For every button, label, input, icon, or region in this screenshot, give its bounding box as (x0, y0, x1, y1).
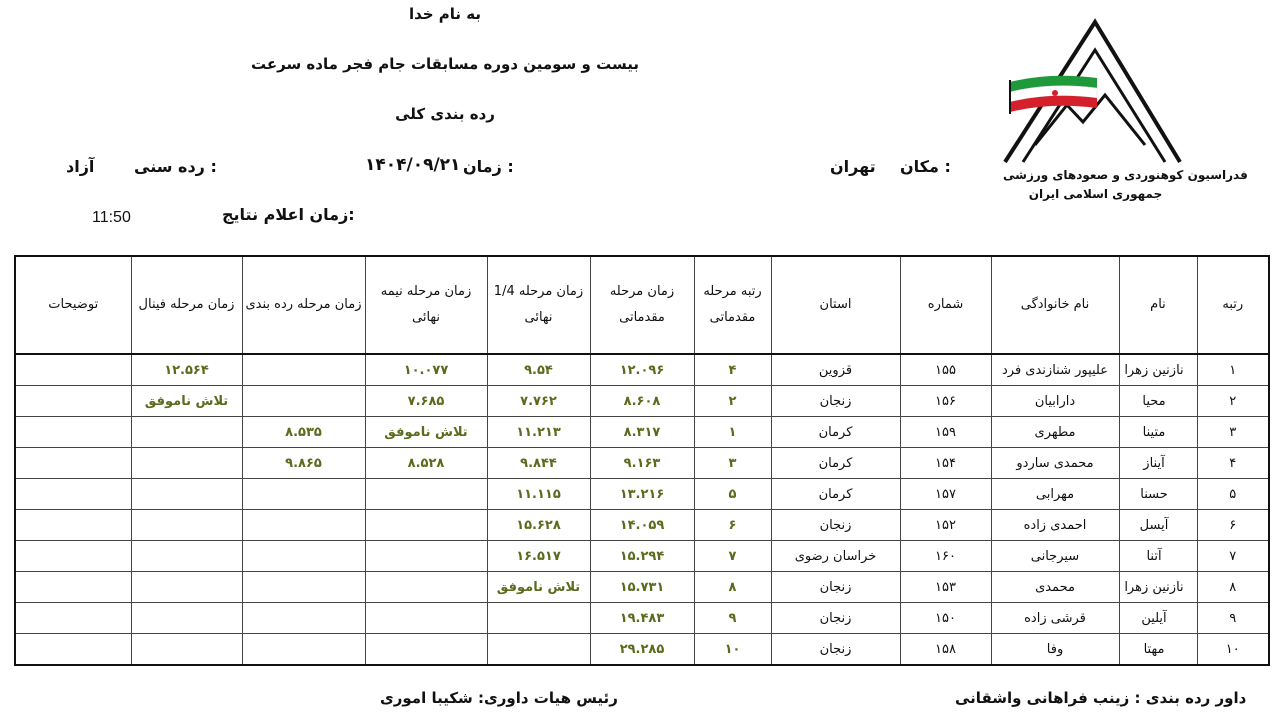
cell-province: زنجان (771, 634, 900, 666)
cell-first: مهتا (1119, 634, 1197, 666)
cell-province: زنجان (771, 510, 900, 541)
table-row (15, 541, 1269, 572)
cell-last: دارابیان (991, 386, 1119, 417)
cell-notes (15, 354, 131, 386)
cell-number: ۱۵۶ (900, 386, 991, 417)
cell-prelim-rank: ۱۰ (694, 634, 771, 666)
cell-rank: ۱۰ (1197, 634, 1269, 666)
cell-classification (242, 603, 365, 634)
cell-final (131, 603, 242, 634)
cell-first: نازنین زهرا (1119, 572, 1197, 603)
table-header-row (15, 256, 1269, 354)
date-label: زمان : (463, 157, 514, 176)
cell-prelim-time: ۱۵.۷۳۱ (590, 572, 694, 603)
logo-text-line1: فدراسیون کوهنوردی و صعودهای ورزشی (1003, 168, 1248, 182)
cell-province: خراسان رضوی (771, 541, 900, 572)
cell-prelim-rank: ۶ (694, 510, 771, 541)
col-header-number: شماره (900, 256, 991, 354)
cell-province: کرمان (771, 479, 900, 510)
col-header-first-name: نام (1119, 256, 1197, 354)
cell-province: کرمان (771, 417, 900, 448)
cell-final (131, 479, 242, 510)
cell-last: محمدی (991, 572, 1119, 603)
cell-last: قرشی زاده (991, 603, 1119, 634)
cell-quarter: ۱۱.۱۱۵ (487, 479, 590, 510)
table-row (15, 603, 1269, 634)
cell-rank: ۴ (1197, 448, 1269, 479)
cell-quarter: ۱۵.۶۲۸ (487, 510, 590, 541)
cell-quarter: تلاش ناموفق (487, 572, 590, 603)
cell-quarter (487, 603, 590, 634)
cell-prelim-rank: ۱ (694, 417, 771, 448)
cell-semi (365, 603, 487, 634)
col-header-rank: رتبه (1197, 256, 1269, 354)
table-row (15, 510, 1269, 541)
cell-first: آیناز (1119, 448, 1197, 479)
cell-semi: تلاش ناموفق (365, 417, 487, 448)
cell-last: مهرابی (991, 479, 1119, 510)
cell-prelim-rank: ۵ (694, 479, 771, 510)
results-time-label: زمان اعلام نتایج: (222, 205, 355, 224)
cell-final (131, 510, 242, 541)
cell-prelim-time: ۹.۱۶۳ (590, 448, 694, 479)
cell-semi (365, 479, 487, 510)
cell-quarter: ۷.۷۶۲ (487, 386, 590, 417)
cell-quarter (487, 634, 590, 666)
cell-semi: ۷.۶۸۵ (365, 386, 487, 417)
results-table (14, 255, 1270, 666)
cell-first: آتنا (1119, 541, 1197, 572)
results-time-value: 11:50 (92, 209, 131, 226)
cell-last: سیرجانی (991, 541, 1119, 572)
cell-final (131, 448, 242, 479)
cell-number: ۱۵۳ (900, 572, 991, 603)
cell-classification (242, 572, 365, 603)
cell-prelim-time: ۱۵.۲۹۴ (590, 541, 694, 572)
cell-semi (365, 572, 487, 603)
cell-rank: ۹ (1197, 603, 1269, 634)
cell-prelim-time: ۲۹.۲۸۵ (590, 634, 694, 666)
cell-number: ۱۵۷ (900, 479, 991, 510)
cell-final (131, 541, 242, 572)
cell-number: ۱۵۲ (900, 510, 991, 541)
col-header-quarter-time: زمان مرحله 1/4 نهائی (487, 256, 590, 354)
cell-semi: ۱۰.۰۷۷ (365, 354, 487, 386)
cell-province: کرمان (771, 448, 900, 479)
cell-classification (242, 541, 365, 572)
cell-number: ۱۵۴ (900, 448, 991, 479)
competition-title: بیست و سومین دوره مسابقات جام فجر ماده سرعت (251, 55, 639, 73)
cell-province: زنجان (771, 386, 900, 417)
cell-quarter: ۱۱.۲۱۳ (487, 417, 590, 448)
cell-notes (15, 634, 131, 666)
cell-prelim-rank: ۹ (694, 603, 771, 634)
title-basmala: به نام خدا (408, 5, 482, 23)
cell-prelim-rank: ۲ (694, 386, 771, 417)
cell-notes (15, 541, 131, 572)
cell-prelim-rank: ۳ (694, 448, 771, 479)
cell-classification (242, 479, 365, 510)
cell-first: آیسل (1119, 510, 1197, 541)
cell-prelim-rank: ۴ (694, 354, 771, 386)
cell-notes (15, 510, 131, 541)
table-body (15, 354, 1269, 665)
cell-prelim-time: ۸.۳۱۷ (590, 417, 694, 448)
cell-last: احمدی زاده (991, 510, 1119, 541)
cell-rank: ۳ (1197, 417, 1269, 448)
cell-rank: ۶ (1197, 510, 1269, 541)
cell-rank: ۵ (1197, 479, 1269, 510)
head-judge: رئیس هیات داوری: شکیبا اموری (380, 689, 618, 707)
cell-notes (15, 448, 131, 479)
cell-number: ۱۵۰ (900, 603, 991, 634)
cell-number: ۱۵۸ (900, 634, 991, 666)
cell-prelim-time: ۱۴.۰۵۹ (590, 510, 694, 541)
cell-last: علیپور شنازندی فرد (991, 354, 1119, 386)
cell-prelim-time: ۱۳.۲۱۶ (590, 479, 694, 510)
cell-prelim-rank: ۸ (694, 572, 771, 603)
cell-last: وفا (991, 634, 1119, 666)
table-row (15, 386, 1269, 417)
cell-rank: ۸ (1197, 572, 1269, 603)
col-header-province: استان (771, 256, 900, 354)
cell-notes (15, 603, 131, 634)
col-header-prelim-time: زمان مرحله مقدماتی (590, 256, 694, 354)
cell-quarter: ۱۶.۵۱۷ (487, 541, 590, 572)
cell-prelim-rank: ۷ (694, 541, 771, 572)
age-group-value: آزاد (66, 157, 95, 176)
ranking-title: رده بندی کلی (395, 105, 495, 123)
cell-first: آیلین (1119, 603, 1197, 634)
cell-rank: ۱ (1197, 354, 1269, 386)
cell-number: ۱۵۹ (900, 417, 991, 448)
cell-semi: ۸.۵۲۸ (365, 448, 487, 479)
cell-notes (15, 417, 131, 448)
col-header-final-time: زمان مرحله فینال (131, 256, 242, 354)
cell-prelim-time: ۱۹.۴۸۳ (590, 603, 694, 634)
age-group-label: رده سنی : (134, 157, 217, 176)
location-label: مکان : (900, 157, 951, 176)
cell-classification (242, 634, 365, 666)
table-row (15, 354, 1269, 386)
cell-first: متینا (1119, 417, 1197, 448)
federation-logo-icon (995, 10, 1185, 215)
logo-text-line2: جمهوری اسلامی ایران (1028, 187, 1163, 201)
cell-notes (15, 386, 131, 417)
table-row (15, 479, 1269, 510)
cell-quarter: ۹.۸۴۴ (487, 448, 590, 479)
table-row (15, 572, 1269, 603)
cell-semi (365, 510, 487, 541)
cell-province: زنجان (771, 572, 900, 603)
cell-quarter: ۹.۵۴ (487, 354, 590, 386)
cell-prelim-time: ۸.۶۰۸ (590, 386, 694, 417)
cell-notes (15, 479, 131, 510)
col-header-notes: توضیحات (15, 256, 131, 354)
cell-rank: ۲ (1197, 386, 1269, 417)
date-value: ۱۴۰۴/۰۹/۲۱ (365, 155, 461, 175)
cell-prelim-time: ۱۲.۰۹۶ (590, 354, 694, 386)
table-row (15, 417, 1269, 448)
cell-notes (15, 572, 131, 603)
cell-first: محیا (1119, 386, 1197, 417)
cell-final: ۱۲.۵۶۴ (131, 354, 242, 386)
cell-final (131, 572, 242, 603)
table-row (15, 448, 1269, 479)
cell-last: مطهری (991, 417, 1119, 448)
col-header-semi-time: زمان مرحله نیمه نهائی (365, 256, 487, 354)
cell-final: تلاش ناموفق (131, 386, 242, 417)
cell-classification (242, 354, 365, 386)
cell-classification: ۹.۸۶۵ (242, 448, 365, 479)
cell-number: ۱۶۰ (900, 541, 991, 572)
col-header-last-name: نام خانوادگی (991, 256, 1119, 354)
classification-judge: داور رده بندی : زینب فراهانی واشقانی (955, 689, 1247, 707)
cell-classification (242, 510, 365, 541)
cell-semi (365, 634, 487, 666)
cell-last: محمدی ساردو (991, 448, 1119, 479)
cell-classification (242, 386, 365, 417)
cell-final (131, 634, 242, 666)
table-row (15, 634, 1269, 666)
cell-first: نازنین زهرا (1119, 354, 1197, 386)
cell-number: ۱۵۵ (900, 354, 991, 386)
location-value: تهران (830, 157, 876, 176)
cell-first: حسنا (1119, 479, 1197, 510)
cell-classification: ۸.۵۳۵ (242, 417, 365, 448)
cell-province: زنجان (771, 603, 900, 634)
col-header-classification-time: زمان مرحله رده بندی (242, 256, 365, 354)
cell-province: قزوین (771, 354, 900, 386)
cell-final (131, 417, 242, 448)
cell-rank: ۷ (1197, 541, 1269, 572)
col-header-prelim-rank: رتبه مرحله مقدماتی (694, 256, 771, 354)
cell-semi (365, 541, 487, 572)
